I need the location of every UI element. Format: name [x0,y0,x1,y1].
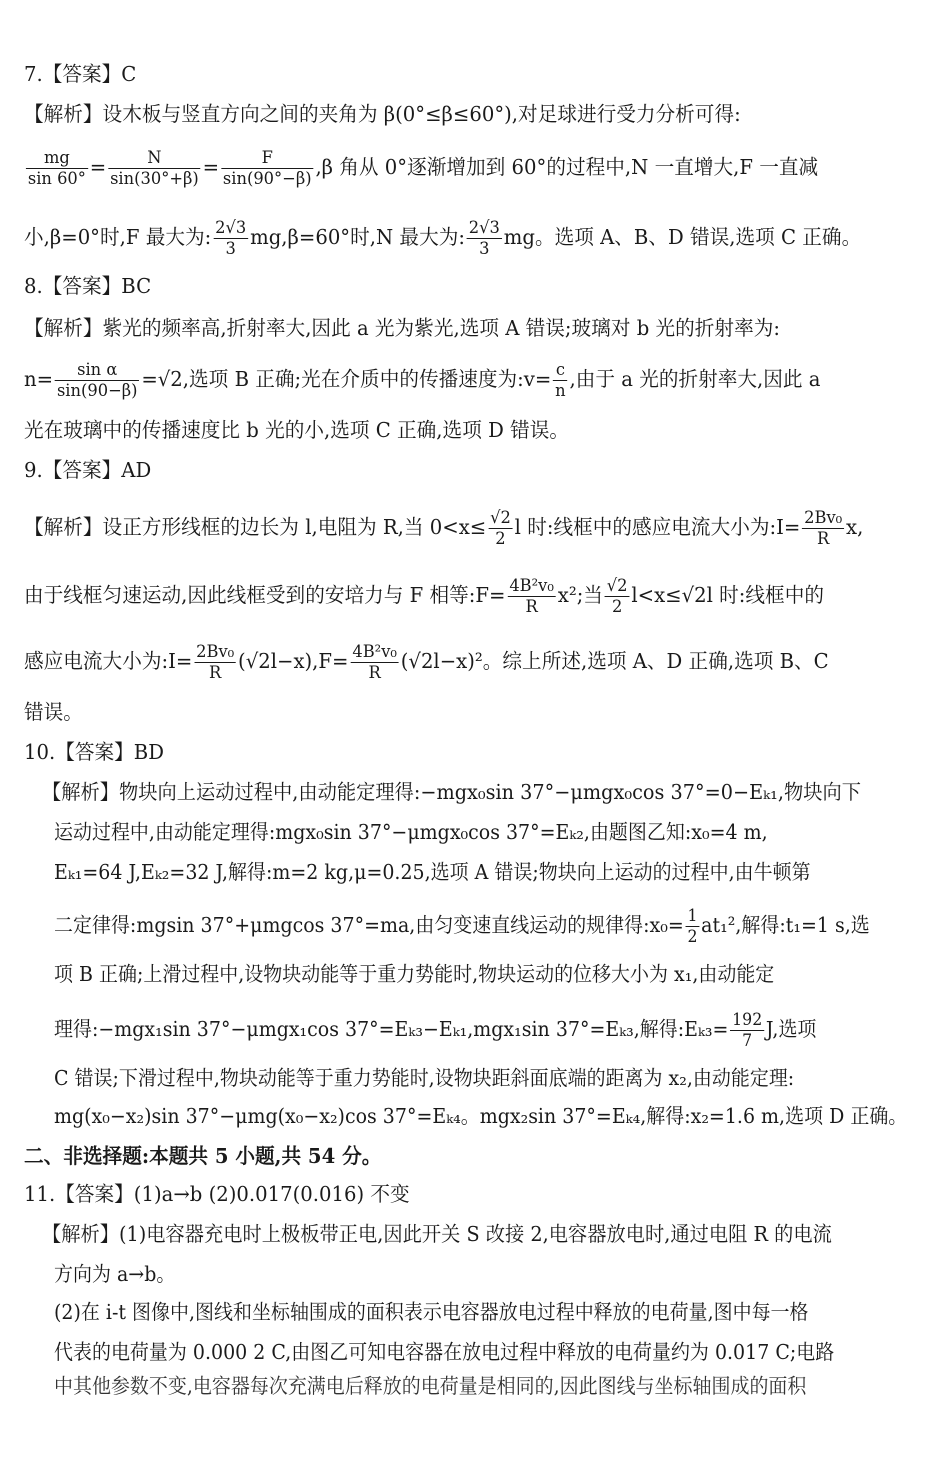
q11-analysis-line-3: (2)在 i-t 图像中,图线和坐标轴围成的面积表示电容器放电过程中释放的电荷量,图中每一格 [54,1300,809,1324]
section-heading: 二、非选择题:本题共 5 小题,共 54 分。 [24,1144,382,1168]
q7-analysis-line-2: $\frac{mg}{\sin 60^\circ}$ = $\frac{N}{\sin(30^\circ+\beta)}$ = $\frac{F}{\sin(90^\circ-\beta)}$ ,β 角从 0°逐渐增加到 60°的过程中,N 一直增大,F 一直减 [27,148,819,189]
fraction: $\frac{√2}{2}$ [490,508,511,549]
q7-answer-heading: 7.【答案】C [24,62,137,86]
q8-analysis-line-2: n= $\frac{\text{sin α}}{\sin(90-\beta)}$ =√2,选项 B 正确;光在介质中的传播速度为:v= $\frac{c}{n}$ ,由于 a 光的折射率大,因此 a [24,360,821,401]
fraction: $\frac{1}{2}$ [687,906,698,947]
q9-analysis-line-1: 【解析】设正方形线框的边长为 l,电阻为 R,当 0<x≤ $\frac{√2}{2}$ l 时:线框中的感应电流大小为:I= $\frac{\text{2Bv₀}}{R}$ x, [24,508,864,549]
q7-analysis-line-3: 小,β=0°时,F 最大为: $\frac{2√3}{3}$ mg,β=60°时,N 最大为: $\frac{2√3}{3}$ mg。选项 A、B、D 错误,选项 C 正确。 [24,218,862,259]
q10-analysis-line-3: Eₖ₁=64 J,Eₖ₂=32 J,解得:m=2 kg,μ=0.25,选项 A 错误;物块向上运动的过程中,由牛顿第 [54,860,811,884]
q10-analysis-line-2: 运动过程中,由动能定理得:mgx₀sin 37°−μmgx₀cos 37°=Eₖ₂,由题图乙知:x₀=4 m, [54,820,768,844]
q11-answer-heading: 11.【答案】(1)a→b (2)0.017(0.016) 不变 [24,1182,410,1206]
fraction: $\frac{N}{\sin(30^\circ+\beta)}$ [110,148,199,189]
q8-answer-heading: 8.【答案】BC [24,274,152,298]
fraction: $\frac{2√3}{3}$ [215,218,247,259]
q10-analysis-line-8: mg(x₀−x₂)sin 37°−μmg(x₀−x₂)cos 37°=Eₖ₄。mgx₂sin 37°=Eₖ₄,解得:x₂=1.6 m,选项 D 正确。 [54,1104,908,1128]
q11-analysis-line-5: 中其他参数不变,电容器每次充满电后释放的电荷量是相同的,因此图线与坐标轴围成的面积 [54,1374,807,1398]
q10-analysis-line-6: 理得:−mgx₁sin 37°−μmgx₁cos 37°=Eₖ₃−Eₖ₁,mgx₁sin 37°=Eₖ₃,解得:Eₖ₃= $\frac{192}{7}$ J,选项 [54,1010,817,1051]
fraction: $\frac{\text{4B²v₀}}{R}$ [352,642,397,683]
q9-analysis-line-2: 由于线框匀速运动,因此线框受到的安培力与 F 相等:F= $\frac{\text{4B²v₀}}{R}$ x²;当 $\frac{√2}{2}$ l<x≤√2l 时:线框中的 [24,576,824,617]
fraction: $\frac{\text{sin α}}{\sin(90-\beta)}$ [56,360,138,401]
q11-analysis-line-2: 方向为 a→b。 [54,1262,176,1286]
fraction: $\frac{F}{\sin(90^\circ-\beta)}$ [222,148,312,189]
q9-analysis-line-3: 感应电流大小为:I= $\frac{\text{2Bv₀}}{R}$ (√2l−x),F= $\frac{\text{4B²v₀}}{R}$ (√2l−x)²。综上所述,选项 A、D 正确,选项 B、C [24,642,829,683]
q10-analysis-line-7: C 错误;下滑过程中,物块动能等于重力势能时,设物块距斜面底端的距离为 x₂,由动能定理: [54,1066,795,1090]
fraction: $\frac{\text{2Bv₀}}{R}$ [196,642,235,683]
fraction: $\frac{√2}{2}$ [606,576,628,617]
q10-analysis-line-4: 二定律得:mgsin 37°+μmgcos 37°=ma,由匀变速直线运动的规律得:x₀= $\frac{1}{2}$ at₁²,解得:t₁=1 s,选 [54,906,870,947]
fraction: $\frac{\text{4B²v₀}}{R}$ [509,576,554,617]
q10-answer-heading: 10.【答案】BD [24,740,164,764]
fraction: $\frac{mg}{\sin 60^\circ}$ [27,148,86,189]
q8-analysis-line-1: 【解析】紫光的频率高,折射率大,因此 a 光为紫光,选项 A 错误;玻璃对 b 光的折射率为: [24,316,780,340]
fraction: $\frac{\text{2Bv₀}}{R}$ [804,508,843,549]
q11-analysis-line-4: 代表的电荷量为 0.000 2 C,由图乙可知电容器在放电过程中释放的电荷量约为 0.017 C;电路 [54,1340,835,1364]
q10-analysis-line-1: 【解析】物块向上运动过程中,由动能定理得:−mgx₀sin 37°−μmgx₀cos 37°=0−Eₖ₁,物块向下 [42,780,861,804]
cropped-line [0,1374,950,1398]
q7-analysis-line-1: 【解析】设木板与竖直方向之间的夹角为 β(0°≤β≤60°),对足球进行受力分析可得: [24,102,741,126]
q8-analysis-line-3: 光在玻璃中的传播速度比 b 光的小,选项 C 正确,选项 D 错误。 [24,418,569,442]
fraction: $\frac{192}{7}$ [732,1010,763,1051]
q10-analysis-line-5: 项 B 正确;上滑过程中,设物块动能等于重力势能时,物块运动的位移大小为 x₁,由动能定 [54,962,775,986]
q11-analysis-line-1: 【解析】(1)电容器充电时上极板带正电,因此开关 S 改接 2,电容器放电时,通过电阻 R 的电流 [42,1222,832,1246]
q9-answer-heading: 9.【答案】AD [24,458,152,482]
q9-analysis-line-4: 错误。 [24,700,83,724]
fraction: $\frac{2√3}{3}$ [468,218,500,259]
fraction: $\frac{c}{n}$ [555,360,566,401]
